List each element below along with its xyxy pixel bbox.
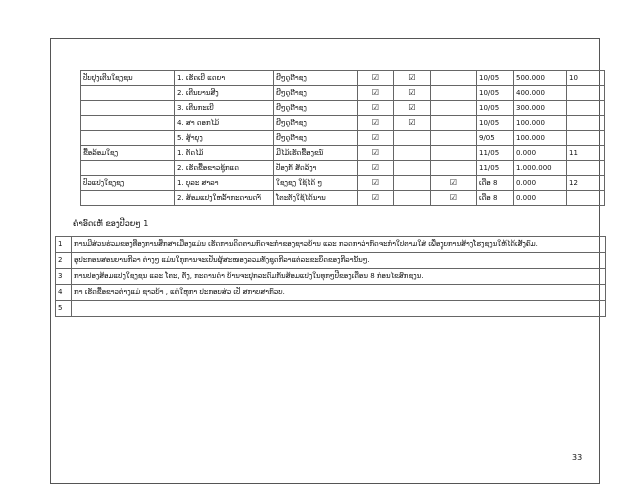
table-cell: 400.000: [514, 86, 567, 101]
table-row: [81, 86, 605, 101]
table-cell: 1. ເຮັດເບີ ແດຍາ: [175, 71, 274, 86]
table-cell: ເດືອ 8: [477, 176, 514, 191]
checkbox-cell: ☑: [394, 71, 431, 86]
table-row: [81, 176, 605, 191]
checkbox-cell: [431, 161, 477, 176]
plan-table: [80, 70, 605, 206]
table-cell: 4. ສາ ດອກໄມ້: [175, 116, 274, 131]
table-row: [56, 237, 606, 253]
note-text: ການມີສ່ວນຮ່ວມຂອງທີ່ອງການສຶກສາເມືອງແມ່ນ ເຮັດການດິດຕາມກົດຈະກຳຂອງຊາວບ້ານ ແລະ ກວດກາວ່າກົດຈະກຳໃປຕາມໃສ່ ເພື່ອງຸບການສ້າງໂຮງຊງນໃຫ້ໄດ້ເສັ້ງຄົມ.: [72, 237, 606, 253]
table-cell: 3. ເຕີນກະເບີ: [175, 101, 274, 116]
table-cell: ຢີໆດູດ໊າຊງ: [274, 71, 358, 86]
table-row: [81, 146, 605, 161]
table-row: [81, 101, 605, 116]
checkbox-cell: [431, 146, 477, 161]
checkbox-cell: ☑: [394, 86, 431, 101]
table-cell: 12: [567, 176, 605, 191]
row-number: 5: [56, 301, 72, 317]
checkbox-cell: ☑: [431, 191, 477, 206]
table-cell: [567, 101, 605, 116]
table-cell: [81, 161, 175, 176]
table-cell: ຢີໆດູດ໊າຊງ: [274, 86, 358, 101]
page-number: 33: [572, 453, 583, 462]
table-row: [56, 253, 606, 269]
table-cell: 1. ຕັດໄມ້: [175, 146, 274, 161]
checkbox-cell: ☑: [358, 191, 394, 206]
table-cell: 1. ບຸລະ ສາລາ: [175, 176, 274, 191]
table-cell: [81, 131, 175, 146]
table-cell: [567, 131, 605, 146]
table-row: [56, 269, 606, 285]
row-number: 1: [56, 237, 72, 253]
table-cell: 10/05: [477, 116, 514, 131]
checkbox-cell: ☑: [358, 101, 394, 116]
table-cell: ຢີໆດູດ໊າຊງ: [274, 131, 358, 146]
table-cell: 9/05: [477, 131, 514, 146]
table-cell: 300.000: [514, 101, 567, 116]
note-text: ກາ ເຮັດຂື້ອຂາວຕ່າງແມ່ ຊາວບ້າ , ແຕ່ໃຫຸກາ ປະກອບສ່ວ ເປັ ສກາບສາກົວບ.: [72, 285, 606, 301]
notes-title: ຄຳອົດເຫັ ຂອງປີວຍໆ 1: [73, 219, 149, 228]
notes-table: [55, 236, 606, 317]
table-cell: [567, 191, 605, 206]
table-row: [81, 161, 605, 176]
table-row: [56, 301, 606, 317]
table-cell: [567, 116, 605, 131]
checkbox-cell: ☑: [358, 71, 394, 86]
table-cell: 11: [567, 146, 605, 161]
note-text: ການປອງສ້ອມແປງໃຊງຊນ ແລະ ໂຕະ, ຕັ່ງ, ກະດານດຳ ບ້ານຈະປຸກລະດົມກັນສ້ອມແປງໃນທຸກໆປີຂອງເດືອນ 8 ກ່ອນໄຂສົກຊງນ.: [72, 269, 606, 285]
table-cell: ໃຊງຊງ ໃຊ້ໄດ້ ໆ: [274, 176, 358, 191]
table-cell: ຢີໆດູດ໊າຊງ: [274, 101, 358, 116]
table-cell: ປັບປຸງເຕີນໃຊງຊນ: [81, 71, 175, 86]
checkbox-cell: [394, 131, 431, 146]
table-cell: [81, 116, 175, 131]
checkbox-cell: [394, 191, 431, 206]
checkbox-cell: ☑: [358, 161, 394, 176]
table-cell: 0.000: [514, 176, 567, 191]
table-cell: 11/05: [477, 146, 514, 161]
table-cell: 2. ສ້ອມແປງໃຫລ້ັາກະດານດາ໌: [175, 191, 274, 206]
table-cell: 0.000: [514, 146, 567, 161]
table-row: [81, 191, 605, 206]
table-cell: [81, 86, 175, 101]
table-cell: [567, 161, 605, 176]
table-cell: ເດືອ 8: [477, 191, 514, 206]
table-cell: 2. ເຕີນບານສີງ: [175, 86, 274, 101]
checkbox-cell: ☑: [431, 176, 477, 191]
table-cell: 11/05: [477, 161, 514, 176]
checkbox-cell: [394, 176, 431, 191]
checkbox-cell: [431, 71, 477, 86]
checkbox-cell: [431, 86, 477, 101]
table-cell: 10/05: [477, 71, 514, 86]
table-cell: 10: [567, 71, 605, 86]
row-number: 4: [56, 285, 72, 301]
table-cell: 0.000: [514, 191, 567, 206]
checkbox-cell: ☑: [358, 131, 394, 146]
note-text: ອຸປະກອນສອນບານກີລາ ຕ່າງໆ ແມ່ນໃກຸການຈະເປັນຜູ້ສະໜອງລວມທັງຊຸດກີລາແຕ່ລະຂະບຶດຂອງກີລານັ້ນໆ.: [72, 253, 606, 269]
table-cell: 100.000: [514, 116, 567, 131]
table-cell: 5. ສູ້າຍຸງ: [175, 131, 274, 146]
table-cell: ຢີໆດູດ໊າຊງ: [274, 116, 358, 131]
table-cell: 1.000.000: [514, 161, 567, 176]
checkbox-cell: [394, 146, 431, 161]
table-cell: ປົວແປງໃຊງຊງ: [81, 176, 175, 191]
table-row: [81, 131, 605, 146]
checkbox-cell: [394, 161, 431, 176]
note-text: [72, 301, 606, 317]
table-cell: ປ້ອງກັ ສັດລ້ງາ: [274, 161, 358, 176]
table-cell: 10/05: [477, 101, 514, 116]
checkbox-cell: [431, 116, 477, 131]
table-cell: ໂຕະຕັງໃຊ້ໄດ້ນານ: [274, 191, 358, 206]
checkbox-cell: ☑: [394, 101, 431, 116]
checkbox-cell: ☑: [358, 116, 394, 131]
row-number: 2: [56, 253, 72, 269]
row-number: 3: [56, 269, 72, 285]
table-cell: ມີໄມ້ເຮັດຂື້ອງຂນ໌: [274, 146, 358, 161]
table-cell: ຂື້ອລ້ອມໃຊງ: [81, 146, 175, 161]
table-cell: [81, 101, 175, 116]
checkbox-cell: ☑: [358, 86, 394, 101]
table-row: [56, 285, 606, 301]
table-row: [81, 116, 605, 131]
table-cell: [81, 191, 175, 206]
table-cell: 10/05: [477, 86, 514, 101]
checkbox-cell: ☑: [358, 176, 394, 191]
table-cell: [567, 86, 605, 101]
checkbox-cell: ☑: [394, 116, 431, 131]
checkbox-cell: [431, 131, 477, 146]
table-row: [81, 71, 605, 86]
table-cell: 100.000: [514, 131, 567, 146]
checkbox-cell: [431, 101, 477, 116]
checkbox-cell: ☑: [358, 146, 394, 161]
table-cell: 500.000: [514, 71, 567, 86]
table-cell: 2. ເຮັດຂື້ອຂາວຊູ້ກແດ: [175, 161, 274, 176]
